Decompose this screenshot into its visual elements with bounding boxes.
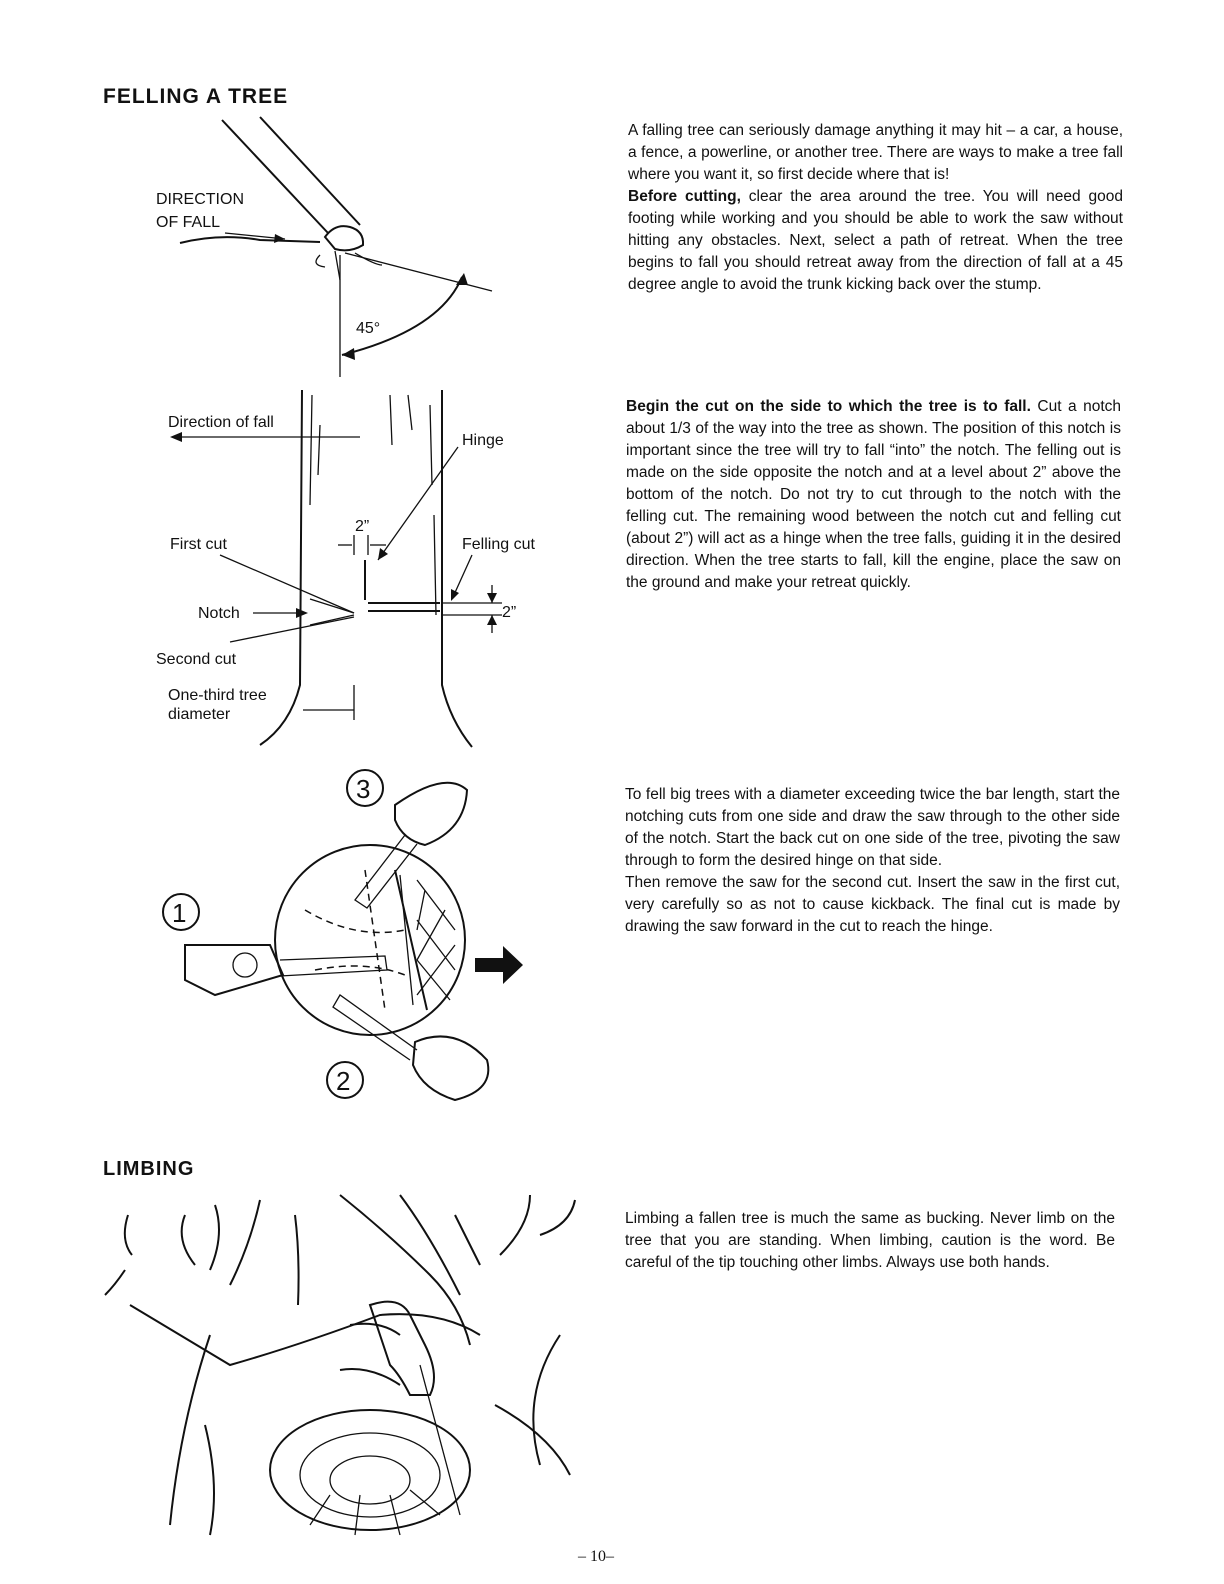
paragraph-text: A falling tree can seriously damage anything it may hit – a car, a house, a fence, a powerline, or another tree. There are ways to make a tree fall where you want it, so first decide where that is! — [628, 122, 1123, 183]
paragraph-limbing — [625, 1208, 1115, 1274]
dimension-label: 2” — [355, 518, 370, 535]
dimension-label: 2” — [502, 604, 517, 621]
second-cut-label: Second cut — [156, 651, 237, 668]
paragraph-text: Cut a notch about 1/3 of the way into the tree as shown. The position of this notch is important since the tree will try to fall “into” the notch. The felling out is made on the side opposite the notch and at a level about 2” above the bottom of the notch. Do not try to cut through to the notch with the felling cut. The remaining wood between the notch cut and felling cut (about 2”) will act as a hinge when the tree falls, guiding it in the desired direction. When the tree starts to fall, kill the engine, place the saw on the ground and make your retreat quickly. — [626, 398, 1121, 591]
section-heading-felling: FELLING A TREE — [103, 85, 289, 108]
paragraph-notch — [626, 396, 1121, 594]
paragraph-text: clear the area around the tree. You will need good footing while working and you should be able to work the saw without hitting any obstacles. Next, select a path of retreat. When the tree begins to fall you should retreat away from the direction of fall at a 45 degree angle to avoid the trunk kicking back over the stump. — [628, 188, 1123, 293]
direction-of-fall-label: DIRECTION — [156, 191, 244, 208]
paragraph-big-trees — [625, 784, 1120, 938]
section-heading-limbing: LIMBING — [103, 1158, 195, 1180]
step-number-1: 1 — [172, 898, 187, 928]
one-third-label: One-third tree — [168, 687, 267, 704]
angle-label: 45° — [356, 320, 381, 337]
paragraph-bold-lead: Begin the cut on the side to which the tree is to fall. — [626, 398, 1031, 415]
step-number-3: 3 — [356, 774, 371, 804]
big-tree-cutting-illustration — [155, 760, 535, 1115]
notch-label: Notch — [198, 605, 240, 622]
paragraph-felling-intro — [628, 120, 1123, 296]
limbing-illustration — [100, 1195, 585, 1540]
page-number: – 10– — [578, 1548, 614, 1565]
direction-of-fall-illustration — [150, 115, 510, 380]
hinge-label: Hinge — [462, 432, 504, 449]
step-number-2: 2 — [336, 1066, 351, 1096]
one-third-label: diameter — [168, 706, 231, 723]
direction-of-fall-label: Direction of fall — [168, 414, 274, 431]
paragraph-text: To fell big trees with a diameter exceeding twice the bar length, start the notching cuts from one side and draw the saw through to the other side of the notch. Start the back cut on one side of the tree, pivoting the saw through to form the desired hinge on that side. — [625, 786, 1120, 869]
felling-cut-label: Felling cut — [462, 536, 535, 553]
paragraph-text: Then remove the saw for the second cut. Insert the saw in the first cut, very carefully so as not to cause kickback. The final cut is made by drawing the saw forward in the cut to reach the hinge. — [625, 874, 1120, 935]
first-cut-label: First cut — [170, 536, 227, 553]
paragraph-bold-lead: Before cutting, — [628, 188, 741, 205]
notch-cut-diagram — [150, 385, 560, 755]
direction-of-fall-label: OF FALL — [156, 214, 221, 231]
paragraph-text: Limbing a fallen tree is much the same as bucking. Never limb on the tree that you are standing. When limbing, caution is the word. Be careful of the tip touching other limbs. Always use both hands. — [625, 1210, 1115, 1271]
